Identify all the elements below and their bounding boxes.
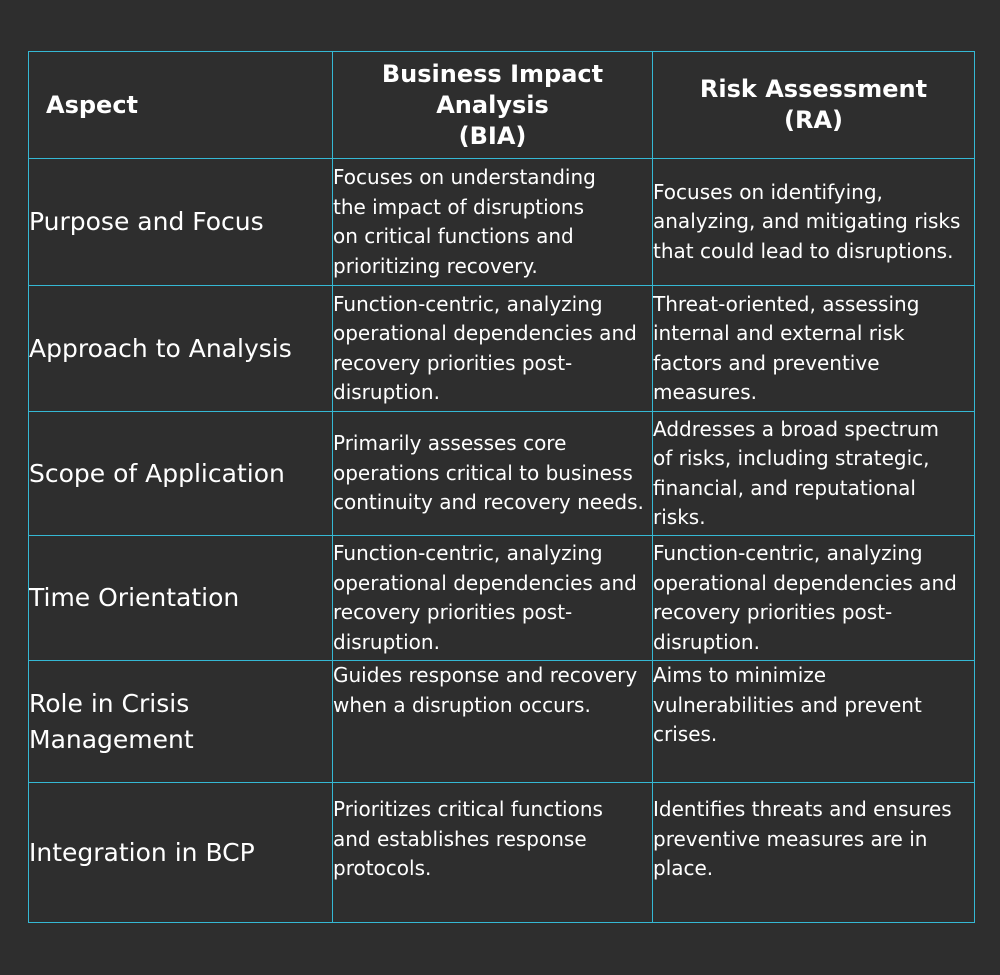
aspect-cell xyxy=(29,159,333,286)
ra-text-line: Function-centric, analyzing xyxy=(653,541,923,565)
bia-text-line: disruption. xyxy=(333,380,440,404)
bia-text-line: protocols. xyxy=(333,856,432,880)
bia-cell xyxy=(333,536,653,661)
table-row xyxy=(29,783,975,923)
ra-text-line: Focuses on identifying, xyxy=(653,179,883,204)
header-bia-line1: Business Impact Analysis xyxy=(381,59,604,119)
bia-text-line: operational dependencies and xyxy=(333,570,637,595)
header-bia-line2: (BIA) xyxy=(458,121,527,150)
ra-text-line: analyzing, and mitigating risks xyxy=(653,209,961,234)
bia-cell xyxy=(333,286,653,412)
ra-cell xyxy=(653,412,975,536)
bia-text-line: recovery priorities post- xyxy=(333,350,573,375)
header-row xyxy=(29,52,975,159)
aspect-label: Scope of Application xyxy=(29,458,285,488)
ra-text-line: internal and external risk xyxy=(653,321,905,345)
header-aspect-label: Aspect xyxy=(46,90,139,119)
aspect-cell xyxy=(29,783,333,923)
header-ra xyxy=(653,52,975,159)
ra-text-line: of risks, including strategic, xyxy=(653,446,930,470)
ra-text-line: that could lead to disruptions. xyxy=(653,238,954,263)
bia-text-line: and establishes response xyxy=(333,826,587,851)
bia-text-line: the impact of disruptions xyxy=(333,194,584,219)
ra-text-line: Identifies threats and ensures xyxy=(653,797,952,821)
bia-text-line: continuity and recovery needs. xyxy=(333,490,644,515)
bia-text-line: Prioritizes critical functions xyxy=(333,797,603,821)
ra-text-line: factors and preventive xyxy=(653,350,880,375)
bia-cell xyxy=(333,412,653,536)
bia-text-line: recovery priorities post- xyxy=(333,600,573,624)
ra-text-line: financial, and reputational xyxy=(653,475,916,500)
bia-text-line: operations critical to business xyxy=(333,460,633,485)
aspect-label: Management xyxy=(29,724,194,754)
bia-text-line: disruption. xyxy=(333,629,440,654)
bia-text-line: Primarily assesses core xyxy=(333,431,567,456)
ra-cell xyxy=(653,286,975,412)
bia-text-line: operational dependencies and xyxy=(333,321,637,345)
aspect-label: Time Orientation xyxy=(29,583,240,612)
bia-text-line: when a disruption occurs. xyxy=(333,692,591,717)
ra-text-line: measures. xyxy=(653,380,758,404)
table-row xyxy=(29,661,975,783)
bia-text-line: Function-centric, analyzing xyxy=(333,541,603,565)
header-ra-line2: (RA) xyxy=(784,106,843,134)
aspect-label: Approach to Analysis xyxy=(29,333,292,363)
ra-cell xyxy=(653,536,975,661)
ra-text-line: recovery priorities post- xyxy=(653,600,893,624)
ra-text-line: crises. xyxy=(653,722,718,746)
table-row xyxy=(29,286,975,412)
ra-text-line: preventive measures are in xyxy=(653,826,928,851)
ra-text-line: Addresses a broad spectrum xyxy=(653,416,940,441)
bia-text-line: Focuses on understanding xyxy=(333,165,596,189)
comparison-table xyxy=(28,51,975,923)
aspect-cell xyxy=(29,412,333,536)
table-row xyxy=(29,536,975,661)
bia-cell xyxy=(333,783,653,923)
bia-text-line: Function-centric, analyzing xyxy=(333,291,603,316)
ra-text-line: operational dependencies and xyxy=(653,570,957,595)
header-aspect xyxy=(29,52,333,159)
ra-text-line: vulnerabilities and prevent xyxy=(653,692,922,717)
ra-cell xyxy=(653,661,975,783)
ra-text-line: place. xyxy=(653,856,714,880)
aspect-label: Integration in BCP xyxy=(29,837,255,867)
ra-text-line: Threat-oriented, assessing xyxy=(653,291,920,316)
aspect-label: Role in Crisis xyxy=(29,688,190,718)
table-row xyxy=(29,159,975,286)
ra-text-line: risks. xyxy=(653,505,706,529)
header-bia xyxy=(333,52,653,159)
ra-cell xyxy=(653,159,975,286)
ra-cell xyxy=(653,783,975,923)
bia-text-line: on critical functions and xyxy=(333,224,574,248)
aspect-cell xyxy=(29,286,333,412)
bia-cell xyxy=(333,661,653,783)
aspect-cell xyxy=(29,661,333,783)
bia-cell xyxy=(333,159,653,286)
table-row xyxy=(29,412,975,536)
ra-text-line: disruption. xyxy=(653,629,760,654)
bia-text-line: Guides response and recovery xyxy=(333,663,638,687)
aspect-cell xyxy=(29,536,333,661)
ra-text-line: Aims to minimize xyxy=(653,663,827,687)
aspect-label: Purpose and Focus xyxy=(29,207,264,236)
header-ra-line1: Risk Assessment xyxy=(699,75,928,103)
bia-text-line: prioritizing recovery. xyxy=(333,253,538,278)
